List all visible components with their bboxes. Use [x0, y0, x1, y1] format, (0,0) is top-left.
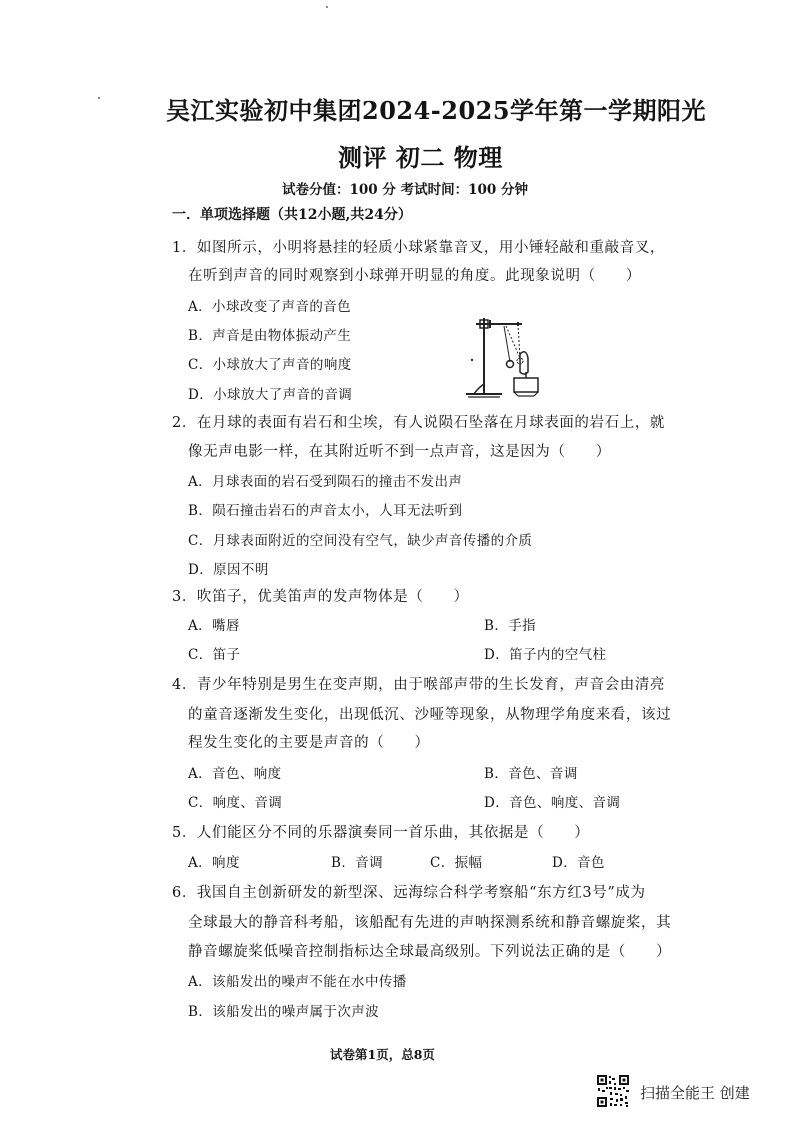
question-4-line: 的童音逐渐发生变化，出现低沉、沙哑等现象，从物理学角度来看，该过 [188, 707, 672, 723]
question-3-line: 3．吹笛子，优美笛声的发声物体是（ ） [172, 589, 469, 605]
question-4-option-c: C．响度、音调 [188, 795, 283, 811]
question-6-option-b: B．该船发出的噪声属于次声波 [188, 1004, 380, 1020]
page-footer: 试卷第1页，总8页 [330, 1047, 435, 1062]
section-title: 一．单项选择题（共12小题,共24分） [172, 207, 412, 223]
question-3-option-a: A．嘴唇 [188, 618, 240, 634]
question-6-line: 静音螺旋桨低噪音控制指标达全球最高级别。下列说法正确的是（ ） [188, 944, 672, 960]
question-1-option-c: C．小球放大了声音的响度 [188, 357, 352, 373]
question-2-option-c: C．月球表面附近的空间没有空气，缺少声音传播的介质 [188, 533, 533, 549]
camscanner-watermark: 扫描全能王 创建 [640, 1084, 750, 1102]
scan-speck [98, 97, 100, 99]
exam-meta: 试卷分值：100 分 考试时间：100 分钟 [282, 182, 528, 198]
question-6-option-a: A．该船发出的噪声不能在水中传播 [188, 974, 407, 990]
question-5-option-a: A．响度 [188, 855, 240, 871]
question-3-option-c: C．笛子 [188, 647, 241, 663]
question-4-line: 程发生变化的主要是声音的（ ） [188, 735, 430, 751]
question-2-option-b: B．陨石撞击岩石的声音太小，人耳无法听到 [188, 503, 463, 519]
question-2-line: 2．在月球的表面有岩石和尘埃，有人说陨石坠落在月球表面的岩石上，就 [172, 415, 666, 431]
question-5-option-d: D．音色 [552, 855, 605, 871]
exam-title-line1: 吴江实验初中集团2024-2025学年第一学期阳光 [166, 96, 707, 125]
question-1-option-d: D．小球放大了声音的音调 [188, 387, 353, 403]
question-3-option-d: D．笛子内的空气柱 [484, 647, 607, 663]
question-5-option-c: C．振幅 [430, 855, 483, 871]
tuning-fork-figure [460, 314, 542, 400]
question-5-option-b: B．音调 [331, 855, 384, 871]
question-4-option-d: D．音色、响度、音调 [484, 795, 621, 811]
question-1-line: 1．如图所示，小明将悬挂的轻质小球紧靠音叉，用小锤轻敲和重敲音叉， [172, 240, 666, 256]
scan-speck [326, 6, 328, 8]
question-5-line: 5．人们能区分不同的乐器演奏同一首乐曲，其依据是（ ） [172, 825, 590, 841]
question-4-line: 4．青少年特别是男生在变声期，由于喉部声带的生长发育，声音会由清亮 [172, 677, 666, 693]
question-3-option-b: B．手指 [484, 618, 537, 634]
exam-title-line2: 测评 初二 物理 [338, 143, 503, 172]
question-1-option-a: A．小球改变了声音的音色 [188, 299, 352, 315]
question-1-line: 在听到声音的同时观察到小球弹开明显的角度。此现象说明（ ） [188, 268, 641, 284]
question-2-option-a: A．月球表面的岩石受到陨石的撞击不发出声 [188, 474, 463, 490]
question-2-line: 像无声电影一样，在其附近听不到一点声音，这是因为（ ） [188, 444, 611, 460]
question-4-option-a: A．音色、响度 [188, 766, 282, 782]
question-6-line: 6．我国自主创新研发的新型深、远海综合科学考察船“东方红3号”成为 [172, 885, 646, 901]
question-1-option-b: B．声音是由物体振动产生 [188, 328, 352, 344]
question-2-option-d: D．原因不明 [188, 562, 269, 578]
question-4-option-b: B．音色、音调 [484, 766, 578, 782]
question-6-line: 全球最大的静音科考船，该船配有先进的声呐探测系统和静音螺旋桨，其 [188, 915, 672, 931]
qr-code-icon [596, 1074, 630, 1108]
